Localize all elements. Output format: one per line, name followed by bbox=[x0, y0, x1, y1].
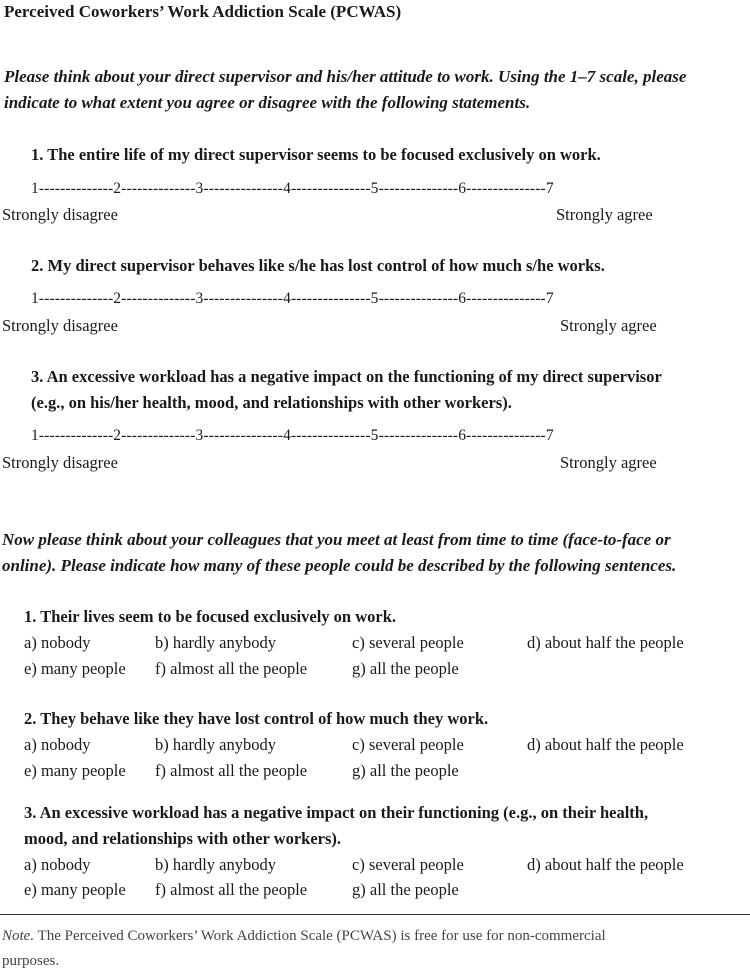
footnote bbox=[2, 924, 606, 949]
footnote-text-line-2: purposes. bbox=[2, 953, 60, 969]
option-g: g) all the people bbox=[352, 880, 459, 899]
supervisor-item-1: 1. The entire life of my direct supervisor seems to be focused exclusively on work. bbox=[31, 145, 601, 164]
likert-scale-line: 1--------------2--------------3---------------4---------------5---------------6---------------7 bbox=[31, 180, 554, 197]
option-c: c) several people bbox=[352, 633, 464, 652]
option-d: d) about half the people bbox=[527, 855, 684, 874]
option-b: b) hardly anybody bbox=[155, 633, 276, 652]
scale-anchor-low: Strongly disagree bbox=[2, 205, 118, 224]
scale-anchor-high: Strongly agree bbox=[556, 205, 653, 224]
colleagues-item-3-line-1: 3. An excessive workload has a negative impact on their functioning (e.g., on their health, bbox=[24, 803, 649, 822]
scale-anchor-low: Strongly disagree bbox=[2, 453, 118, 472]
option-g: g) all the people bbox=[352, 761, 459, 780]
option-b: b) hardly anybody bbox=[155, 735, 276, 754]
colleagues-item-1: 1. Their lives seem to be focused exclusively on work. bbox=[24, 607, 396, 626]
supervisor-item-3-line-2: (e.g., on his/her health, mood, and relationships with other workers). bbox=[31, 393, 512, 412]
option-e: e) many people bbox=[24, 761, 126, 780]
option-f: f) almost all the people bbox=[155, 659, 308, 678]
footnote-text-line-1: The Perceived Coworkers’ Work Addiction Scale (PCWAS) is free for use for non-commercial bbox=[34, 928, 606, 944]
option-f: f) almost all the people bbox=[155, 761, 308, 780]
option-a: a) nobody bbox=[24, 855, 91, 874]
part2-instruction-line-2: online). Please indicate how many of these people could be described by the following sentences. bbox=[2, 556, 677, 575]
part2-instruction-line-1: Now please think about your colleagues that you meet at least from time to time (face-to-face or bbox=[2, 530, 671, 549]
footnote-divider bbox=[0, 914, 750, 915]
option-c: c) several people bbox=[352, 735, 464, 754]
likert-scale-line: 1--------------2--------------3---------------4---------------5---------------6---------------7 bbox=[31, 290, 554, 307]
page-title: Perceived Coworkers’ Work Addiction Scale (PCWAS) bbox=[4, 2, 402, 21]
supervisor-item-2: 2. My direct supervisor behaves like s/he has lost control of how much s/he works. bbox=[31, 256, 605, 275]
option-a: a) nobody bbox=[24, 735, 91, 754]
part1-instruction-line-1: Please think about your direct supervisor and his/her attitude to work. Using the 1–7 scale, please bbox=[4, 67, 687, 86]
colleagues-item-2: 2. They behave like they have lost control of how much they work. bbox=[24, 709, 489, 728]
option-b: b) hardly anybody bbox=[155, 855, 276, 874]
colleagues-item-3-line-2: mood, and relationships with other workers). bbox=[24, 829, 342, 848]
option-e: e) many people bbox=[24, 659, 126, 678]
supervisor-item-3-line-1: 3. An excessive workload has a negative impact on the functioning of my direct supervisor bbox=[31, 367, 662, 386]
part1-instruction-line-2: indicate to what extent you agree or disagree with the following statements. bbox=[4, 93, 531, 112]
option-a: a) nobody bbox=[24, 633, 91, 652]
option-d: d) about half the people bbox=[527, 633, 684, 652]
footnote-label: Note. bbox=[2, 928, 35, 944]
scale-anchor-high: Strongly agree bbox=[560, 453, 657, 472]
scale-anchor-high: Strongly agree bbox=[560, 316, 657, 335]
option-d: d) about half the people bbox=[527, 735, 684, 754]
scale-anchor-low: Strongly disagree bbox=[2, 316, 118, 335]
option-f: f) almost all the people bbox=[155, 880, 308, 899]
option-e: e) many people bbox=[24, 880, 126, 899]
option-g: g) all the people bbox=[352, 659, 459, 678]
likert-scale-line: 1--------------2--------------3---------------4---------------5---------------6---------------7 bbox=[31, 427, 554, 444]
option-c: c) several people bbox=[352, 855, 464, 874]
